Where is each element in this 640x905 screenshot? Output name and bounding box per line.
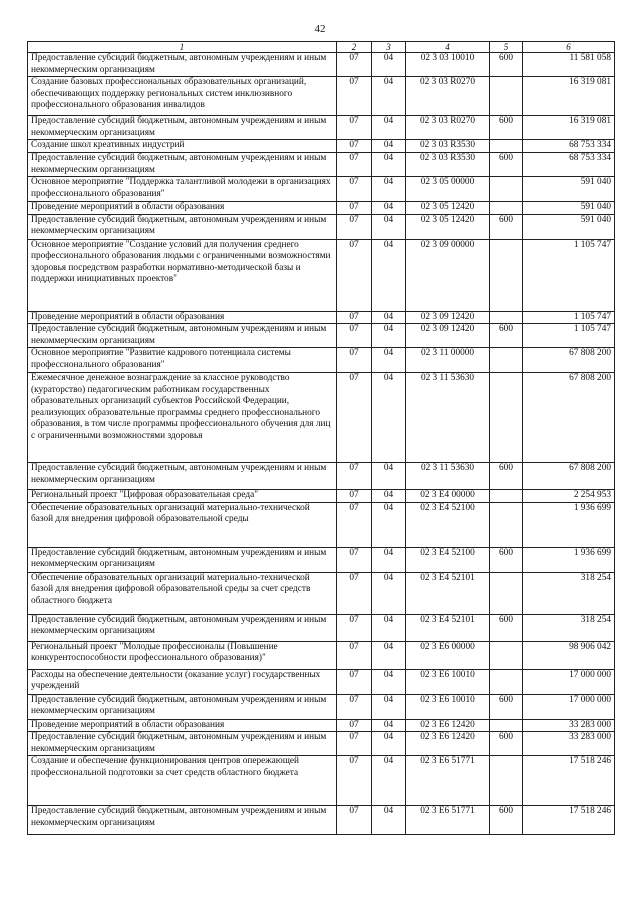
table-row <box>28 153 615 177</box>
table-row <box>28 202 615 215</box>
row-amount: 318 254 <box>523 572 615 614</box>
row-description: Основное мероприятие "Создание условий для получения среднего профессионального образования людьми с ограниченными возможностями здоровья посредством разработки нормативно-методической базы и поддержки инициативных проектов" <box>28 239 337 311</box>
row-section-code: 07 <box>337 77 372 116</box>
row-expense-type: 600 <box>490 694 523 719</box>
row-section-code: 07 <box>337 463 372 490</box>
row-description: Расходы на обеспечение деятельности (оказание услуг) государственных учреждений <box>28 669 337 694</box>
row-target-article: 02 3 11 53630 <box>406 373 490 463</box>
row-section-code: 07 <box>337 490 372 503</box>
row-target-article: 02 3 E4 52100 <box>406 502 490 547</box>
row-expense-type <box>490 572 523 614</box>
row-amount: 17 000 000 <box>523 669 615 694</box>
row-subsection-code: 04 <box>372 116 406 140</box>
row-target-article: 02 3 03 R0270 <box>406 116 490 140</box>
row-section-code: 07 <box>337 502 372 547</box>
row-section-code: 07 <box>337 694 372 719</box>
table-row <box>28 239 615 311</box>
row-description: Обеспечение образовательных организаций материально-технической базой для внедрения цифровой образовательной среды за счет средств областного бюджета <box>28 572 337 614</box>
table-row <box>28 756 615 806</box>
row-description: Создание базовых профессиональных образовательных организаций, обеспечивающих поддержку региональных систем инклюзивного профессионального образования инвалидов <box>28 77 337 116</box>
row-expense-type: 600 <box>490 547 523 572</box>
table-row <box>28 463 615 490</box>
row-expense-type <box>490 502 523 547</box>
row-target-article: 02 3 E6 12420 <box>406 719 490 732</box>
row-amount: 591 040 <box>523 214 615 239</box>
row-amount: 33 283 000 <box>523 732 615 756</box>
row-subsection-code: 04 <box>372 53 406 77</box>
row-amount: 16 319 081 <box>523 116 615 140</box>
row-subsection-code: 04 <box>372 324 406 348</box>
row-target-article: 02 3 E4 52101 <box>406 572 490 614</box>
row-description: Предоставление субсидий бюджетным, автономным учреждениям и иным некоммерческим организациям <box>28 547 337 572</box>
row-section-code: 07 <box>337 756 372 806</box>
row-expense-type: 600 <box>490 732 523 756</box>
row-expense-type <box>490 239 523 311</box>
row-section-code: 07 <box>337 177 372 202</box>
row-expense-type <box>490 202 523 215</box>
table-row <box>28 732 615 756</box>
row-expense-type <box>490 348 523 373</box>
table-row <box>28 348 615 373</box>
row-target-article: 02 3 E6 51771 <box>406 756 490 806</box>
row-description: Проведение мероприятий в области образования <box>28 311 337 324</box>
row-subsection-code: 04 <box>372 547 406 572</box>
header-col-5: 5 <box>490 42 523 53</box>
row-subsection-code: 04 <box>372 756 406 806</box>
row-target-article: 02 3 E6 12420 <box>406 732 490 756</box>
row-subsection-code: 04 <box>372 373 406 463</box>
row-expense-type <box>490 641 523 669</box>
row-subsection-code: 04 <box>372 239 406 311</box>
row-expense-type: 600 <box>490 53 523 77</box>
row-expense-type <box>490 490 523 503</box>
row-subsection-code: 04 <box>372 153 406 177</box>
row-subsection-code: 04 <box>372 614 406 641</box>
row-expense-type: 600 <box>490 463 523 490</box>
row-description: Ежемесячное денежное вознаграждение за классное руководство (кураторство) педагогическим работникам государственных образовательных организаций субъектов Российской Федерации, реализующих образовательные программы среднего профессионального образования, в том числе программы профессионального обучения для лиц с ограниченными возможностями здоровья <box>28 373 337 463</box>
row-amount: 67 808 200 <box>523 373 615 463</box>
row-section-code: 07 <box>337 719 372 732</box>
row-description: Основное мероприятие "Поддержка талантливой молодежи в организациях профессионального образования" <box>28 177 337 202</box>
table-row <box>28 140 615 153</box>
table-row <box>28 614 615 641</box>
row-expense-type: 600 <box>490 153 523 177</box>
page-number: 42 <box>314 23 326 35</box>
row-target-article: 02 3 E6 00000 <box>406 641 490 669</box>
row-target-article: 02 3 05 12420 <box>406 202 490 215</box>
row-target-article: 02 3 03 R0270 <box>406 77 490 116</box>
header-col-1: 1 <box>28 42 337 53</box>
row-subsection-code: 04 <box>372 641 406 669</box>
row-subsection-code: 04 <box>372 806 406 835</box>
row-description: Предоставление субсидий бюджетным, автономным учреждениям и иным некоммерческим организациям <box>28 463 337 490</box>
row-expense-type <box>490 311 523 324</box>
row-amount: 68 753 334 <box>523 153 615 177</box>
row-target-article: 02 3 05 00000 <box>406 177 490 202</box>
table-row <box>28 53 615 77</box>
row-description: Создание и обеспечение функционирования центров опережающей профессиональной подготовки за счет средств областного бюджета <box>28 756 337 806</box>
row-section-code: 07 <box>337 202 372 215</box>
row-subsection-code: 04 <box>372 669 406 694</box>
row-amount: 2 254 953 <box>523 490 615 503</box>
row-subsection-code: 04 <box>372 502 406 547</box>
row-section-code: 07 <box>337 641 372 669</box>
row-target-article: 02 3 11 53630 <box>406 463 490 490</box>
row-target-article: 02 3 E6 10010 <box>406 669 490 694</box>
row-subsection-code: 04 <box>372 348 406 373</box>
header-col-2: 2 <box>337 42 372 53</box>
row-section-code: 07 <box>337 614 372 641</box>
row-target-article: 02 3 03 R3530 <box>406 140 490 153</box>
row-expense-type: 600 <box>490 116 523 140</box>
row-amount: 1 936 699 <box>523 502 615 547</box>
row-description: Создание школ креативных индустрий <box>28 140 337 153</box>
row-description: Региональный проект "Цифровая образовательная среда" <box>28 490 337 503</box>
row-expense-type: 600 <box>490 214 523 239</box>
table-row <box>28 77 615 116</box>
row-subsection-code: 04 <box>372 732 406 756</box>
row-amount: 318 254 <box>523 614 615 641</box>
row-expense-type <box>490 669 523 694</box>
row-section-code: 07 <box>337 324 372 348</box>
row-target-article: 02 3 05 12420 <box>406 214 490 239</box>
row-target-article: 02 3 E4 00000 <box>406 490 490 503</box>
row-target-article: 02 3 E4 52101 <box>406 614 490 641</box>
row-section-code: 07 <box>337 806 372 835</box>
row-subsection-code: 04 <box>372 311 406 324</box>
header-row <box>28 42 615 53</box>
row-section-code: 07 <box>337 239 372 311</box>
row-description: Предоставление субсидий бюджетным, автономным учреждениям и иным некоммерческим организациям <box>28 806 337 835</box>
row-expense-type <box>490 719 523 732</box>
table-row <box>28 806 615 835</box>
header-col-4: 4 <box>406 42 490 53</box>
row-description: Предоставление субсидий бюджетным, автономным учреждениям и иным некоммерческим организациям <box>28 614 337 641</box>
row-subsection-code: 04 <box>372 719 406 732</box>
row-expense-type: 600 <box>490 614 523 641</box>
row-subsection-code: 04 <box>372 202 406 215</box>
table-row <box>28 373 615 463</box>
table-row <box>28 116 615 140</box>
row-target-article: 02 3 E4 52100 <box>406 547 490 572</box>
row-expense-type <box>490 77 523 116</box>
row-amount: 1 105 747 <box>523 311 615 324</box>
row-amount: 11 581 058 <box>523 53 615 77</box>
row-description: Предоставление субсидий бюджетным, автономным учреждениям и иным некоммерческим организациям <box>28 324 337 348</box>
row-amount: 67 808 200 <box>523 463 615 490</box>
table-row <box>28 214 615 239</box>
row-amount: 591 040 <box>523 177 615 202</box>
row-expense-type <box>490 177 523 202</box>
row-description: Проведение мероприятий в области образования <box>28 719 337 732</box>
row-target-article: 02 3 09 00000 <box>406 239 490 311</box>
row-description: Основное мероприятие "Развитие кадрового потенциала системы профессионального образования" <box>28 348 337 373</box>
table-row <box>28 694 615 719</box>
row-description: Региональный проект "Молодые профессионалы (Повышение конкурентоспособности профессионального образования)" <box>28 641 337 669</box>
table-row <box>28 490 615 503</box>
table-row <box>28 641 615 669</box>
table-row <box>28 572 615 614</box>
row-amount: 17 518 246 <box>523 756 615 806</box>
row-target-article: 02 3 03 R3530 <box>406 153 490 177</box>
table-row <box>28 502 615 547</box>
row-description: Предоставление субсидий бюджетным, автономным учреждениям и иным некоммерческим организациям <box>28 694 337 719</box>
row-amount: 67 808 200 <box>523 348 615 373</box>
row-section-code: 07 <box>337 214 372 239</box>
table-row <box>28 547 615 572</box>
table-row <box>28 311 615 324</box>
row-amount: 68 753 334 <box>523 140 615 153</box>
row-amount: 591 040 <box>523 202 615 215</box>
row-section-code: 07 <box>337 116 372 140</box>
row-amount: 1 105 747 <box>523 239 615 311</box>
row-target-article: 02 3 E6 10010 <box>406 694 490 719</box>
row-expense-type <box>490 140 523 153</box>
table-row <box>28 324 615 348</box>
row-description: Обеспечение образовательных организаций материально-технической базой для внедрения цифровой образовательной среды <box>28 502 337 547</box>
row-expense-type <box>490 756 523 806</box>
row-expense-type <box>490 373 523 463</box>
row-amount: 17 000 000 <box>523 694 615 719</box>
row-section-code: 07 <box>337 53 372 77</box>
row-expense-type: 600 <box>490 324 523 348</box>
row-description: Предоставление субсидий бюджетным, автономным учреждениям и иным некоммерческим организациям <box>28 214 337 239</box>
row-amount: 33 283 000 <box>523 719 615 732</box>
row-target-article: 02 3 E6 51771 <box>406 806 490 835</box>
row-section-code: 07 <box>337 140 372 153</box>
row-target-article: 02 3 09 12420 <box>406 311 490 324</box>
row-target-article: 02 3 03 10010 <box>406 53 490 77</box>
row-amount: 1 936 699 <box>523 547 615 572</box>
row-amount: 98 906 042 <box>523 641 615 669</box>
table-row <box>28 719 615 732</box>
row-target-article: 02 3 11 00000 <box>406 348 490 373</box>
table-row <box>28 669 615 694</box>
row-description: Предоставление субсидий бюджетным, автономным учреждениям и иным некоммерческим организациям <box>28 732 337 756</box>
row-section-code: 07 <box>337 373 372 463</box>
row-section-code: 07 <box>337 732 372 756</box>
row-amount: 16 319 081 <box>523 77 615 116</box>
row-subsection-code: 04 <box>372 463 406 490</box>
row-expense-type: 600 <box>490 806 523 835</box>
header-col-3: 3 <box>372 42 406 53</box>
row-subsection-code: 04 <box>372 177 406 202</box>
row-subsection-code: 04 <box>372 490 406 503</box>
row-section-code: 07 <box>337 348 372 373</box>
row-section-code: 07 <box>337 572 372 614</box>
header-col-6: 6 <box>523 42 615 53</box>
row-description: Предоставление субсидий бюджетным, автономным учреждениям и иным некоммерческим организациям <box>28 153 337 177</box>
row-target-article: 02 3 09 12420 <box>406 324 490 348</box>
row-subsection-code: 04 <box>372 77 406 116</box>
row-subsection-code: 04 <box>372 572 406 614</box>
table-row <box>28 177 615 202</box>
budget-table <box>27 41 615 835</box>
row-description: Проведение мероприятий в области образования <box>28 202 337 215</box>
row-section-code: 07 <box>337 547 372 572</box>
row-description: Предоставление субсидий бюджетным, автономным учреждениям и иным некоммерческим организациям <box>28 116 337 140</box>
row-section-code: 07 <box>337 669 372 694</box>
row-section-code: 07 <box>337 153 372 177</box>
row-amount: 17 518 246 <box>523 806 615 835</box>
row-section-code: 07 <box>337 311 372 324</box>
row-subsection-code: 04 <box>372 694 406 719</box>
row-subsection-code: 04 <box>372 140 406 153</box>
row-description: Предоставление субсидий бюджетным, автономным учреждениям и иным некоммерческим организациям <box>28 53 337 77</box>
row-subsection-code: 04 <box>372 214 406 239</box>
row-amount: 1 105 747 <box>523 324 615 348</box>
